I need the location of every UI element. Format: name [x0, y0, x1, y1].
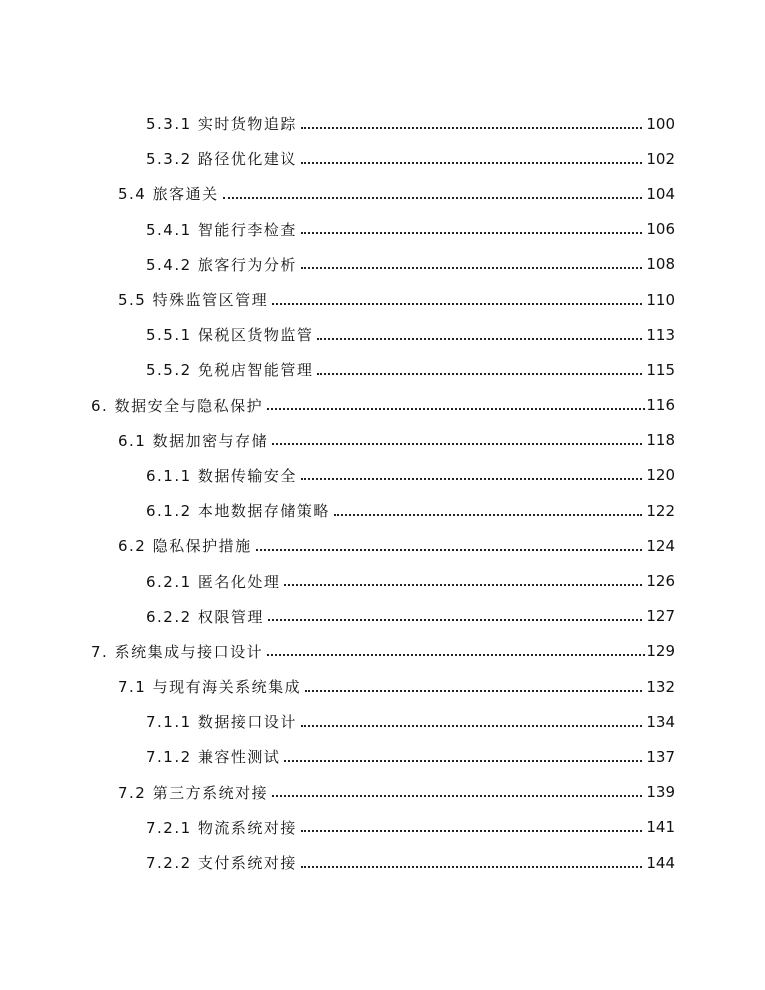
- toc-page-number: 122: [646, 501, 675, 520]
- toc-entry[interactable]: [0, 599, 675, 634]
- toc-page-number: 137: [646, 747, 675, 766]
- dot-leader: [301, 222, 642, 236]
- dot-leader: [301, 257, 642, 271]
- dot-leader: [272, 293, 642, 307]
- toc-entry-title: 6.2.1 匿名化处理: [146, 572, 281, 591]
- toc-entry[interactable]: [0, 493, 675, 528]
- toc-page-number: 106: [646, 220, 675, 239]
- toc-entry-title: 7.2 第三方系统对接: [118, 783, 269, 802]
- toc-entry[interactable]: [0, 669, 675, 704]
- toc-page-number: 139: [646, 783, 675, 802]
- dot-leader: [334, 504, 642, 518]
- toc-entry-title: 5.5.1 保税区货物监管: [146, 326, 314, 345]
- dot-leader: [301, 152, 642, 166]
- dot-leader: [267, 398, 645, 412]
- toc-page-number: 110: [646, 290, 675, 309]
- toc-entry[interactable]: [0, 352, 675, 387]
- toc-entry[interactable]: [0, 563, 675, 598]
- dot-leader: [284, 574, 642, 588]
- toc-page-number: 126: [646, 572, 675, 591]
- toc-entry-title: 5.3.1 实时货物追踪: [146, 115, 297, 134]
- toc-page-number: 120: [646, 466, 675, 485]
- toc-page-number: 124: [646, 536, 675, 555]
- dot-leader: [317, 328, 642, 342]
- toc-entry-title: 7.2.2 支付系统对接: [146, 854, 297, 873]
- toc-entry[interactable]: [0, 528, 675, 563]
- toc-page-number: 108: [646, 255, 675, 274]
- toc-page-number: 141: [646, 818, 675, 837]
- dot-leader: [272, 433, 642, 447]
- toc-entry[interactable]: [0, 106, 675, 141]
- dot-leader: [268, 609, 642, 623]
- dot-leader: [301, 856, 642, 870]
- dot-leader: [305, 680, 642, 694]
- dot-leader: [317, 363, 642, 377]
- toc-entry-title: 7. 系统集成与接口设计: [91, 642, 264, 661]
- toc-entry[interactable]: [0, 458, 675, 493]
- toc-entry-title: 6.2.2 权限管理: [146, 607, 264, 626]
- toc-entry-title: 6.1.2 本地数据存储策略: [146, 502, 330, 521]
- toc-entry-title: 5.4 旅客通关: [118, 185, 219, 204]
- toc-entry[interactable]: [0, 282, 675, 317]
- table-of-contents: [0, 106, 765, 880]
- toc-entry[interactable]: [0, 176, 675, 211]
- toc-entry[interactable]: [0, 845, 675, 880]
- toc-page-number: 129: [646, 642, 675, 661]
- dot-leader: [284, 750, 642, 764]
- toc-page-number: 116: [646, 396, 675, 415]
- dot-leader: [256, 539, 643, 553]
- toc-entry[interactable]: [0, 141, 675, 176]
- toc-entry[interactable]: [0, 739, 675, 774]
- toc-page-number: 118: [646, 431, 675, 450]
- toc-entry-title: 7.1 与现有海关系统集成: [118, 678, 302, 697]
- toc-entry[interactable]: [0, 388, 675, 423]
- toc-entry-title: 7.1.2 兼容性测试: [146, 748, 281, 767]
- toc-entry-title: 5.5.2 免税店智能管理: [146, 361, 314, 380]
- toc-entry[interactable]: [0, 247, 675, 282]
- toc-entry-title: 7.1.1 数据接口设计: [146, 713, 297, 732]
- toc-page-number: 144: [646, 853, 675, 872]
- toc-entry-title: 5.5 特殊监管区管理: [118, 291, 269, 310]
- toc-entry[interactable]: [0, 704, 675, 739]
- toc-page-number: 102: [646, 149, 675, 168]
- toc-entry[interactable]: [0, 810, 675, 845]
- dot-leader: [301, 468, 642, 482]
- toc-entry-title: 6.1 数据加密与存储: [118, 431, 269, 450]
- toc-entry[interactable]: [0, 775, 675, 810]
- toc-entry[interactable]: [0, 634, 675, 669]
- toc-page-number: 127: [646, 607, 675, 626]
- dot-leader: [223, 187, 643, 201]
- toc-entry[interactable]: [0, 317, 675, 352]
- toc-page-number: 113: [646, 325, 675, 344]
- toc-page-number: 134: [646, 712, 675, 731]
- toc-page-number: 100: [646, 114, 675, 133]
- toc-entry[interactable]: [0, 212, 675, 247]
- toc-entry-title: 5.3.2 路径优化建议: [146, 150, 297, 169]
- toc-entry[interactable]: [0, 423, 675, 458]
- toc-entry-title: 5.4.1 智能行李检查: [146, 220, 297, 239]
- toc-entry-title: 7.2.1 物流系统对接: [146, 818, 297, 837]
- toc-entry-title: 6. 数据安全与隐私保护: [91, 396, 264, 415]
- toc-page-number: 115: [646, 360, 675, 379]
- toc-page-number: 104: [646, 184, 675, 203]
- dot-leader: [272, 785, 642, 799]
- dot-leader: [267, 644, 645, 658]
- toc-entry-title: 6.1.1 数据传输安全: [146, 466, 297, 485]
- dot-leader: [301, 715, 642, 729]
- toc-page-number: 132: [646, 677, 675, 696]
- toc-entry-title: 5.4.2 旅客行为分析: [146, 255, 297, 274]
- toc-entry-title: 6.2 隐私保护措施: [118, 537, 252, 556]
- dot-leader: [301, 117, 642, 131]
- dot-leader: [301, 820, 642, 834]
